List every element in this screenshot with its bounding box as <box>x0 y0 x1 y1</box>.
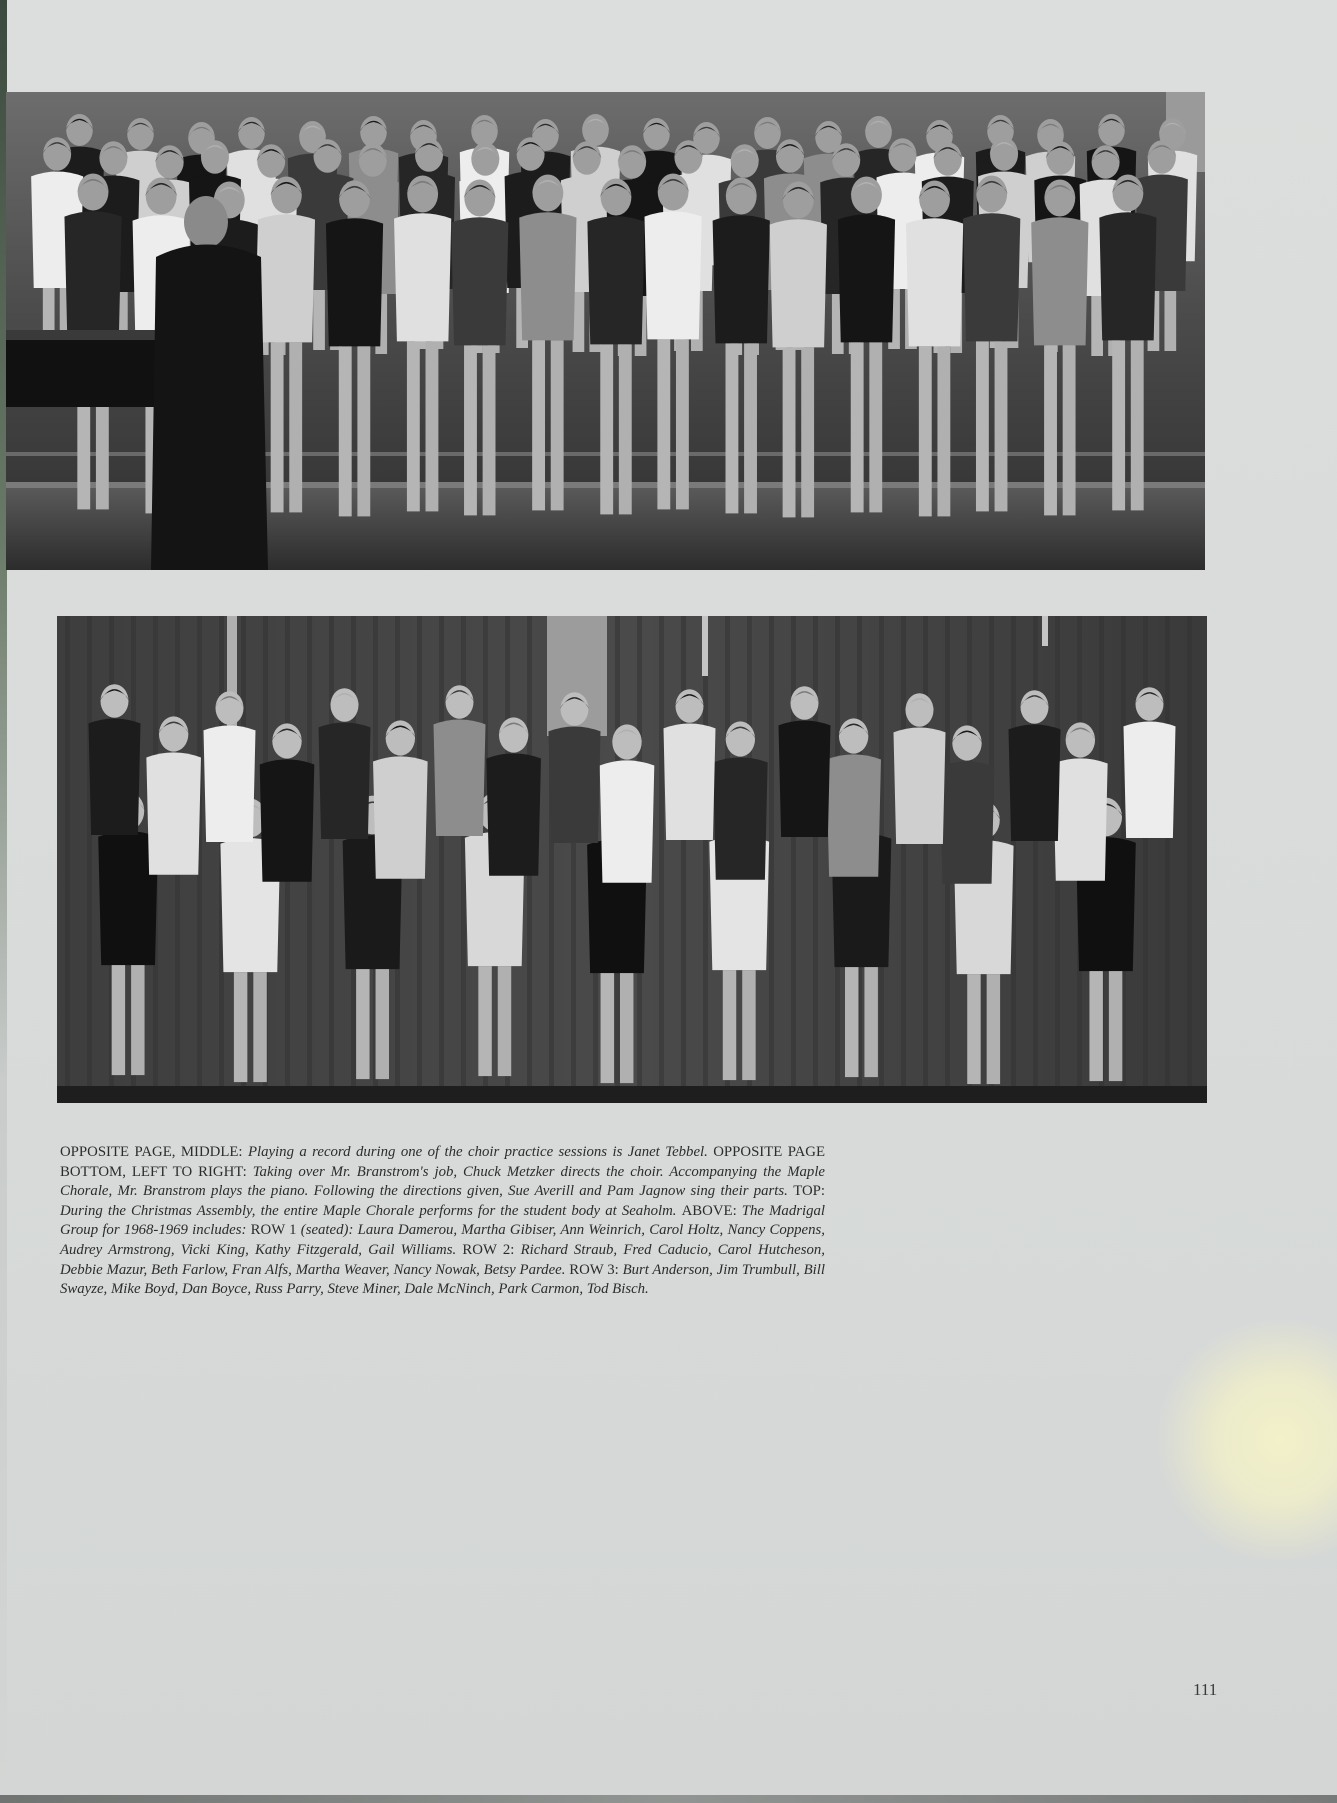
curtain-fold <box>1165 616 1170 1103</box>
chorale-photo-illustration <box>6 92 1205 570</box>
curtain-fold <box>65 616 70 1103</box>
curtain-fold <box>329 616 334 1103</box>
caption-description: The Madrigal Group for 1968-1969 includes: <box>60 1202 826 1239</box>
caption-description: Taking over Mr. Branstrom's job, Chuck Metzker directs the choir. Accompanying the Maple Chorale, Mr. Branstrom plays the piano. Following the directions given, Sue Averill and Pam Jagnow sing their parts. <box>60 1163 825 1200</box>
caption-label: ABOVE: <box>681 1202 742 1219</box>
caption-label: OPPOSITE PAGE, MIDDLE: <box>60 1144 248 1160</box>
page-bottom-shadow <box>0 1795 1337 1803</box>
caption-description: Richard Straub, Fred Caducio, Carol Hutcheson, Debbie Mazur, Beth Farlow, Fran Alfs, Martha Weaver, Nancy Nowak, Betsy Pardee. <box>60 1241 825 1278</box>
caption-description: Burt Anderson, Jim Trumbull, Bill Swayze, Mike Boyd, Dan Boyce, Russ Parry, Steve Miner, Dale McNinch, Park Carmon, Tod Bisch. <box>60 1261 825 1298</box>
photo-caption <box>60 1143 825 1300</box>
curtain-fold <box>703 616 708 1103</box>
caption-label: OPPOSITE PAGE BOTTOM, LEFT TO RIGHT: <box>60 1144 825 1180</box>
caption-label: ROW 1 <box>250 1222 301 1239</box>
caption-description: (seated): Laura Damerou, Martha Gibiser, Ann Weinrich, Carol Holtz, Nancy Coppens, Audrey Armstrong, Vicki King, Kathy Fitzgerald, Gail Williams. <box>60 1222 825 1258</box>
curtain-fold <box>901 616 906 1103</box>
curtain-fold <box>439 616 444 1103</box>
curtain-fold <box>791 616 796 1103</box>
madrigal-photo-illustration <box>57 616 1207 1103</box>
curtain-fold <box>87 616 92 1103</box>
caption-label: ROW 2: <box>462 1241 521 1258</box>
madrigal-group-photo <box>57 616 1207 1103</box>
caption-label: TOP: <box>793 1183 825 1200</box>
curtain-fold <box>1033 616 1038 1103</box>
page-number: 111 <box>1193 1680 1218 1699</box>
curtain-fold <box>659 616 664 1103</box>
floor-shadow <box>57 1086 1207 1103</box>
curtain-fold <box>769 616 774 1103</box>
caption-description: During the Christmas Assembly, the entire Maple Chorale performs for the student body at Seaholm. <box>60 1202 682 1219</box>
curtain-fold <box>1187 616 1192 1103</box>
curtain-fold <box>923 616 928 1103</box>
caption-label: ROW 3: <box>569 1261 623 1278</box>
caption-description: Playing a record during one of the choir practice sessions is Janet Tebbel. <box>247 1144 714 1160</box>
curtain-fold <box>813 616 818 1103</box>
curtain-fold <box>681 616 686 1103</box>
light-glare <box>1150 1320 1337 1560</box>
chorale-risers-photo <box>6 92 1205 570</box>
